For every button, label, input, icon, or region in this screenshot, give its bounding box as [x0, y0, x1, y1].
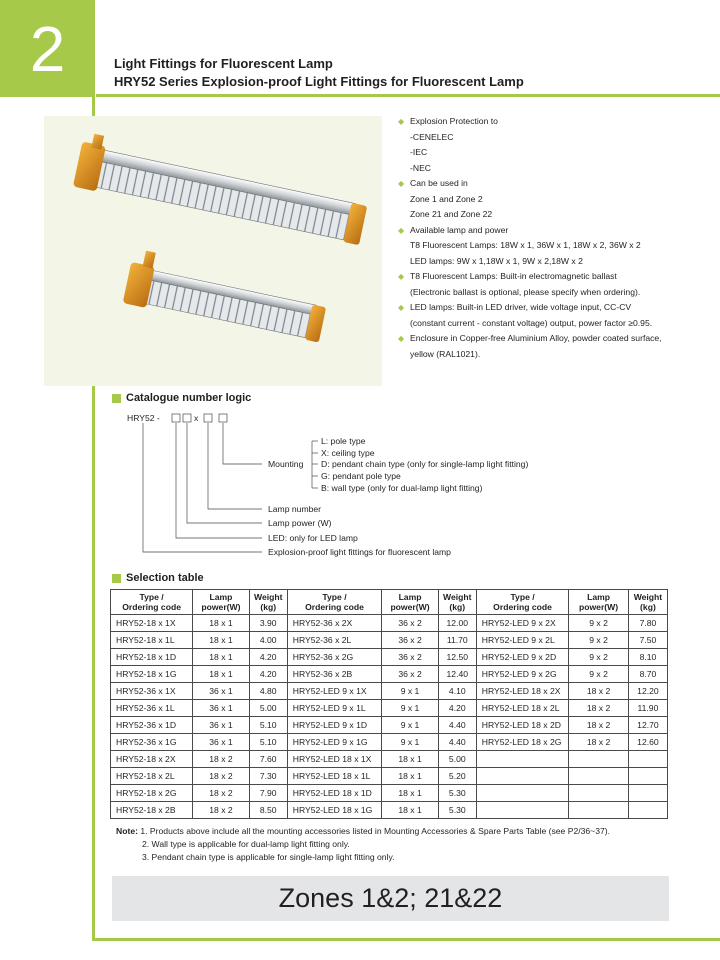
- page-subtitle: HRY52 Series Explosion-proof Light Fittings for Fluorescent Lamp: [114, 74, 524, 89]
- table-cell: HRY52-18 x 2L: [111, 768, 193, 785]
- table-cell: 12.50: [438, 649, 476, 666]
- catalogue-heading: [112, 392, 251, 404]
- table-cell: HRY52-18 x 1X: [111, 615, 193, 632]
- feature-text: LED lamps: Built-in LED driver, wide voltage input, CC-CV: [410, 302, 632, 312]
- table-cell: HRY52-18 x 2X: [111, 751, 193, 768]
- column-header-line: Lamp: [398, 592, 422, 602]
- feature-text: yellow (RAL1021).: [410, 348, 481, 359]
- table-cell: HRY52-18 x 1D: [111, 649, 193, 666]
- table-cell: 4.10: [438, 683, 476, 700]
- column-header: [249, 590, 287, 615]
- feature-item: [398, 207, 698, 223]
- table-cell: HRY52-18 x 1L: [111, 632, 193, 649]
- note-label: Note:: [116, 826, 138, 836]
- feature-text: -NEC: [410, 162, 432, 173]
- led-label: LED: only for LED lamp: [268, 533, 358, 543]
- heading-square-icon: [112, 394, 121, 403]
- table-cell: 36 x 1: [193, 734, 250, 751]
- feature-item: [398, 130, 698, 146]
- table-cell: 3.90: [249, 615, 287, 632]
- table-cell: 18 x 1: [193, 666, 250, 683]
- table-cell: HRY52-LED 18 x 1G: [287, 802, 382, 819]
- feature-item: [398, 331, 698, 347]
- table-header-row: [111, 590, 668, 615]
- feature-text: T8 Fluorescent Lamps: 18W x 1, 36W x 1, 18W x 2, 36W x 2: [410, 240, 641, 250]
- frame-bottom-line: [92, 938, 720, 941]
- feature-list: [398, 114, 698, 362]
- feature-text: Can be used in: [410, 178, 468, 188]
- column-header-line: power(W): [390, 602, 430, 612]
- column-header: [476, 590, 568, 615]
- mounting-option-b: B: wall type (only for dual-lamp light fitting): [321, 483, 483, 493]
- table-cell: HRY52-36 x 2X: [287, 615, 382, 632]
- table-cell: [569, 802, 629, 819]
- feature-item: [398, 192, 698, 208]
- table-cell: 5.00: [438, 751, 476, 768]
- feature-item: [398, 114, 698, 130]
- column-header-line: power(W): [201, 602, 241, 612]
- table-cell: 9 x 1: [382, 717, 439, 734]
- table-cell: HRY52-LED 18 x 1L: [287, 768, 382, 785]
- table-cell: 4.40: [438, 717, 476, 734]
- feature-item: [398, 176, 698, 192]
- feature-item: [398, 316, 698, 332]
- table-cell: 18 x 2: [193, 751, 250, 768]
- table-cell: 5.10: [249, 717, 287, 734]
- table-row: [111, 734, 668, 751]
- diamond-bullet-icon: ◆: [398, 272, 405, 281]
- mounting-option-g: G: pendant pole type: [321, 471, 401, 481]
- table-cell: 7.60: [249, 751, 287, 768]
- table-cell: [569, 785, 629, 802]
- table-cell: 18 x 1: [193, 615, 250, 632]
- feature-text: LED lamps: 9W x 1,18W x 1, 9W x 2,18W x 2: [410, 255, 583, 266]
- table-cell: 5.30: [438, 802, 476, 819]
- feature-text: Available lamp and power: [410, 224, 509, 235]
- table-cell: 9 x 1: [382, 734, 439, 751]
- table-cell: 4.20: [438, 700, 476, 717]
- table-cell: HRY52-LED 9 x 2X: [476, 615, 568, 632]
- table-cell: 18 x 2: [193, 785, 250, 802]
- table-cell: 36 x 1: [193, 683, 250, 700]
- page-header: [114, 55, 524, 91]
- heading-square-icon: [112, 574, 121, 583]
- explosion-label: Explosion-proof light fittings for fluorescent lamp: [268, 547, 451, 557]
- table-row: [111, 717, 668, 734]
- table-cell: HRY52-LED 9 x 1G: [287, 734, 382, 751]
- table-cell: HRY52-LED 18 x 2X: [476, 683, 568, 700]
- table-cell: [628, 802, 667, 819]
- table-cell: 36 x 2: [382, 615, 439, 632]
- table-cell: 5.10: [249, 734, 287, 751]
- table-cell: 11.70: [438, 632, 476, 649]
- table-cell: HRY52-LED 9 x 2L: [476, 632, 568, 649]
- table-cell: 9 x 2: [569, 666, 629, 683]
- feature-text: -CENELEC: [410, 131, 454, 142]
- table-cell: HRY52-36 x 2B: [287, 666, 382, 683]
- table-cell: [476, 768, 568, 785]
- feature-text: Enclosure in Copper-free Aluminium Alloy, powder coated surface,: [410, 333, 662, 343]
- mounting-label: Mounting: [268, 459, 304, 469]
- light-fittings-illustration: [44, 116, 382, 386]
- column-header-line: Lamp: [209, 592, 233, 602]
- table-cell: HRY52-LED 18 x 1D: [287, 785, 382, 802]
- feature-text: -IEC: [410, 147, 428, 157]
- table-row: [111, 666, 668, 683]
- mounting-option-x: X: ceiling type: [321, 448, 375, 458]
- frame-top-line: [96, 94, 720, 97]
- table-cell: 9 x 2: [569, 632, 629, 649]
- table-cell: 7.80: [628, 615, 667, 632]
- column-header: [569, 590, 629, 615]
- table-cell: [628, 768, 667, 785]
- note-2: 2. Wall type is applicable for dual-lamp light fitting only.: [142, 839, 350, 849]
- mounting-option-d: D: pendant chain type (only for single-lamp light fitting): [321, 459, 529, 469]
- diamond-bullet-icon: ◆: [398, 225, 405, 235]
- table-cell: 18 x 2: [569, 717, 629, 734]
- table-cell: HRY52-LED 18 x 2G: [476, 734, 568, 751]
- catalogue-heading-text: Catalogue number logic: [126, 392, 252, 404]
- table-cell: 12.40: [438, 666, 476, 683]
- diamond-bullet-icon: ◆: [398, 334, 405, 343]
- section-number: 2: [29, 12, 66, 85]
- table-cell: 9 x 2: [569, 615, 629, 632]
- table-cell: 18 x 1: [382, 751, 439, 768]
- table-cell: [476, 785, 568, 802]
- diamond-bullet-icon: ◆: [398, 179, 405, 188]
- table-cell: 8.50: [249, 802, 287, 819]
- table-cell: HRY52-18 x 2G: [111, 785, 193, 802]
- table-cell: HRY52-LED 18 x 2D: [476, 717, 568, 734]
- note-3: 3. Pendant chain type is applicable for single-lamp light fitting only.: [142, 852, 395, 862]
- column-header-line: Type /: [322, 592, 347, 602]
- catalogue-code-prefix: HRY52 -: [127, 413, 160, 423]
- column-header: [382, 590, 439, 615]
- feature-text: Explosion Protection to: [410, 116, 498, 126]
- column-header: [287, 590, 382, 615]
- feature-text: T8 Fluorescent Lamps: Built-in electromagnetic ballast: [410, 271, 617, 281]
- product-photo: [44, 116, 382, 386]
- table-cell: HRY52-36 x 1D: [111, 717, 193, 734]
- table-cell: 18 x 2: [569, 683, 629, 700]
- table-cell: HRY52-LED 9 x 1X: [287, 683, 382, 700]
- table-cell: HRY52-LED 9 x 1D: [287, 717, 382, 734]
- table-row: [111, 615, 668, 632]
- table-cell: 18 x 2: [569, 734, 629, 751]
- table-cell: HRY52-LED 9 x 2D: [476, 649, 568, 666]
- feature-item: [398, 300, 698, 316]
- table-row: [111, 632, 668, 649]
- table-cell: [569, 751, 629, 768]
- table-cell: 36 x 1: [193, 700, 250, 717]
- table-cell: 36 x 2: [382, 649, 439, 666]
- column-header: [628, 590, 667, 615]
- column-header-line: Ordering code: [122, 602, 181, 612]
- table-cell: 36 x 2: [382, 666, 439, 683]
- feature-item: [398, 254, 698, 270]
- feature-item: [398, 145, 698, 161]
- column-header-line: (kg): [260, 602, 277, 612]
- table-cell: 18 x 2: [193, 802, 250, 819]
- zones-banner: Zones 1&2; 21&22: [112, 876, 669, 921]
- column-header-line: Lamp: [587, 592, 611, 602]
- column-header-line: (kg): [449, 602, 466, 612]
- table-cell: 18 x 1: [382, 785, 439, 802]
- table-cell: 18 x 2: [569, 700, 629, 717]
- table-cell: HRY52-LED 18 x 1X: [287, 751, 382, 768]
- table-cell: 18 x 1: [193, 649, 250, 666]
- table-cell: 18 x 1: [193, 632, 250, 649]
- table-cell: 18 x 2: [193, 768, 250, 785]
- column-header-line: Type /: [139, 592, 164, 602]
- column-header-line: power(W): [579, 602, 619, 612]
- feature-item: [398, 285, 698, 301]
- column-header-line: Ordering code: [305, 602, 364, 612]
- diamond-bullet-icon: ◆: [398, 117, 405, 126]
- table-row: [111, 802, 668, 819]
- column-header-line: (kg): [640, 602, 656, 612]
- table-cell: 4.00: [249, 632, 287, 649]
- column-header: [111, 590, 193, 615]
- table-cell: 18 x 1: [382, 802, 439, 819]
- selection-table: [110, 589, 668, 819]
- table-cell: HRY52-18 x 2B: [111, 802, 193, 819]
- table-cell: 11.90: [628, 700, 667, 717]
- feature-text: (Electronic ballast is optional, please specify when ordering).: [410, 286, 641, 297]
- table-cell: HRY52-LED 9 x 1L: [287, 700, 382, 717]
- table-cell: 4.40: [438, 734, 476, 751]
- table-cell: [476, 751, 568, 768]
- table-cell: 18 x 1: [382, 768, 439, 785]
- table-cell: HRY52-36 x 1L: [111, 700, 193, 717]
- table-cell: 9 x 1: [382, 683, 439, 700]
- table-cell: HRY52-36 x 2G: [287, 649, 382, 666]
- table-cell: HRY52-18 x 1G: [111, 666, 193, 683]
- selection-heading: [112, 572, 204, 584]
- table-cell: 36 x 1: [193, 717, 250, 734]
- table-cell: 7.30: [249, 768, 287, 785]
- table-cell: [476, 802, 568, 819]
- table-row: [111, 751, 668, 768]
- table-cell: 5.20: [438, 768, 476, 785]
- feature-item: [398, 269, 698, 285]
- feature-item: [398, 238, 698, 254]
- selection-heading-text: Selection table: [126, 572, 204, 584]
- note-1: 1. Products above include all the mounting accessories listed in Mounting Accessories & Spare Parts Table (see P2/36~37).: [140, 826, 611, 836]
- section-number-box: [0, 0, 95, 97]
- table-cell: 12.20: [628, 683, 667, 700]
- table-cell: HRY52-LED 9 x 2G: [476, 666, 568, 683]
- lamp-power-label: Lamp power (W): [268, 518, 332, 528]
- table-cell: 7.50: [628, 632, 667, 649]
- table-cell: 4.20: [249, 649, 287, 666]
- table-row: [111, 700, 668, 717]
- table-cell: 4.80: [249, 683, 287, 700]
- table-cell: 5.30: [438, 785, 476, 802]
- feature-text: Zone 21 and Zone 22: [410, 209, 493, 219]
- column-header-line: Weight: [443, 592, 472, 602]
- feature-item: [398, 161, 698, 177]
- notes: [116, 825, 610, 864]
- lower-fitting: [123, 248, 330, 344]
- column-header: [438, 590, 476, 615]
- diamond-bullet-icon: ◆: [398, 303, 405, 312]
- table-row: [111, 649, 668, 666]
- column-header: [193, 590, 250, 615]
- table-cell: [628, 751, 667, 768]
- table-row: [111, 768, 668, 785]
- column-header-line: Weight: [253, 592, 283, 602]
- table-row: [111, 683, 668, 700]
- upper-fitting: [73, 132, 370, 247]
- column-header-line: Ordering code: [493, 602, 552, 612]
- page-title: Light Fittings for Fluorescent Lamp: [114, 56, 333, 71]
- table-cell: HRY52-36 x 2L: [287, 632, 382, 649]
- table-cell: 8.10: [628, 649, 667, 666]
- catalogue-code-x: x: [194, 413, 199, 423]
- lamp-number-label: Lamp number: [268, 504, 322, 514]
- table-cell: 9 x 1: [382, 700, 439, 717]
- feature-item: [398, 347, 698, 363]
- column-header-line: Weight: [633, 592, 663, 602]
- table-cell: 8.70: [628, 666, 667, 683]
- table-body: [111, 615, 668, 819]
- table-cell: 36 x 2: [382, 632, 439, 649]
- table-cell: 12.70: [628, 717, 667, 734]
- table-cell: 7.90: [249, 785, 287, 802]
- table-cell: [628, 785, 667, 802]
- table-cell: 5.00: [249, 700, 287, 717]
- table-cell: [569, 768, 629, 785]
- feature-text: Zone 1 and Zone 2: [410, 193, 483, 204]
- mounting-option-l: L: pole type: [321, 436, 366, 446]
- table-cell: 4.20: [249, 666, 287, 683]
- table-cell: 12.60: [628, 734, 667, 751]
- feature-text: (constant current - constant voltage) output, power factor ≥0.95.: [410, 317, 653, 328]
- table-row: [111, 785, 668, 802]
- table-cell: HRY52-LED 18 x 2L: [476, 700, 568, 717]
- feature-item: [398, 223, 698, 239]
- table-cell: HRY52-36 x 1X: [111, 683, 193, 700]
- table-cell: HRY52-36 x 1G: [111, 734, 193, 751]
- column-header-line: Type /: [510, 592, 535, 602]
- table-cell: 12.00: [438, 615, 476, 632]
- table-cell: 9 x 2: [569, 649, 629, 666]
